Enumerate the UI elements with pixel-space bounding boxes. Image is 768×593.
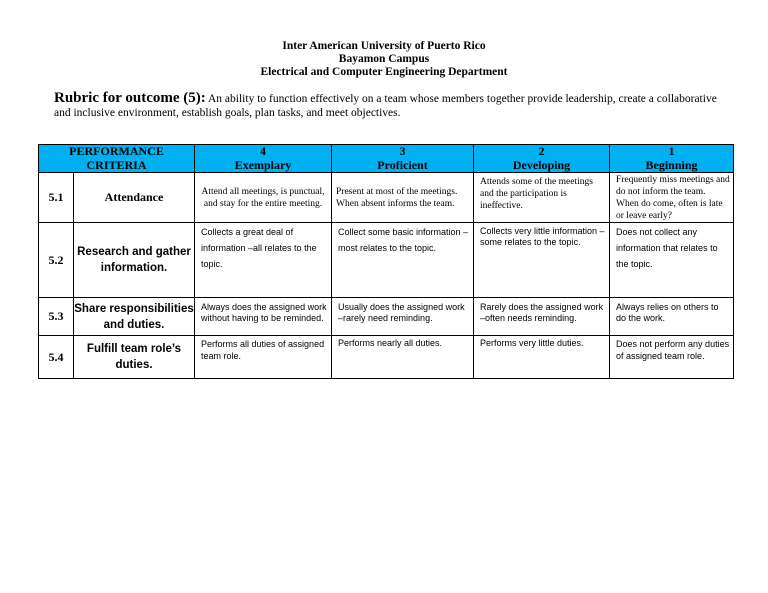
- criteria-label: Fulfill team role’s duties.: [74, 336, 195, 379]
- cell-beginning: Always relies on others to do the work.: [610, 298, 734, 336]
- university-name: Inter American University of Puerto Rico: [282, 40, 486, 52]
- department-name: Electrical and Computer Engineering Department: [260, 66, 508, 78]
- cell-proficient: Usually does the assigned work –rarely need reminding.: [332, 298, 474, 336]
- cell-exemplary: Collects a great deal of information –all relates to the topic.: [195, 223, 332, 298]
- table-row: [39, 298, 734, 336]
- header-exemplary: 4 Exemplary: [195, 145, 332, 173]
- cell-exemplary: Attend all meetings, is punctual, and stay for the entire meeting.: [195, 173, 332, 223]
- row-number: 5.2: [39, 223, 74, 298]
- header-criteria: PERFORMANCE CRITERIA: [39, 145, 195, 173]
- table-row: [39, 173, 734, 223]
- cell-developing: Performs very little duties.: [474, 336, 610, 379]
- cell-proficient: Collect some basic information –most relates to the topic.: [332, 223, 474, 298]
- rubric-description: [54, 91, 734, 120]
- campus-name: Bayamon Campus: [338, 53, 430, 65]
- row-number: 5.1: [39, 173, 74, 223]
- table-row: [39, 336, 734, 379]
- criteria-label: Share responsibilities and duties.: [74, 298, 195, 336]
- cell-beginning: Frequently miss meetings and do not inform the team. When do come, often is late or leave early?: [610, 173, 734, 223]
- cell-developing: Collects very little information –some relates to the topic.: [474, 223, 610, 298]
- cell-developing: Rarely does the assigned work –often needs reminding.: [474, 298, 610, 336]
- cell-exemplary: Performs all duties of assigned team role.: [195, 336, 332, 379]
- rubric-label: Rubric for outcome (5):: [54, 90, 206, 106]
- rubric-table: [38, 144, 734, 379]
- row-number: 5.3: [39, 298, 74, 336]
- cell-developing: Attends some of the meetings and the participation is ineffective.: [474, 173, 610, 223]
- header-beginning: 1 Beginning: [610, 145, 734, 173]
- cell-beginning: Does not collect any information that relates to the topic.: [610, 223, 734, 298]
- rubric-text: An ability to function effectively on a team whose members together provide leadership, create a collaborative and inclusive environment, establish goals, plan tasks, and meet objectives.: [54, 93, 717, 119]
- criteria-label: Attendance: [74, 173, 195, 223]
- row-number: 5.4: [39, 336, 74, 379]
- cell-exemplary: Always does the assigned work without having to be reminded.: [195, 298, 332, 336]
- cell-beginning: Does not perform any duties of assigned team role.: [610, 336, 734, 379]
- table-row: [39, 223, 734, 298]
- header-proficient: 3 Proficient: [332, 145, 474, 173]
- criteria-label: Research and gather information.: [74, 223, 195, 298]
- header-developing: 2 Developing: [474, 145, 610, 173]
- cell-proficient: Present at most of the meetings. When absent informs the team.: [332, 173, 474, 223]
- cell-proficient: Performs nearly all duties.: [332, 336, 474, 379]
- header-row: [39, 145, 734, 173]
